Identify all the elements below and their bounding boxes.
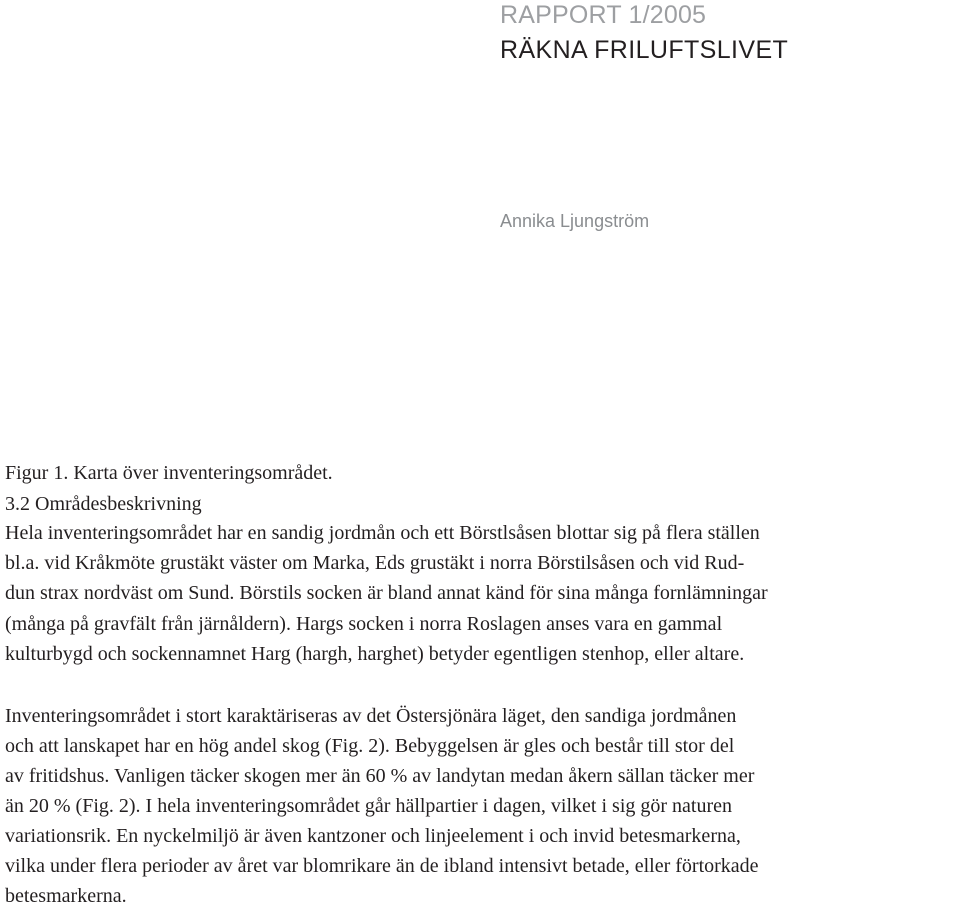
text-line: bl.a. vid Kråkmöte grustäkt väster om Marka, Eds grustäkt i norra Börstilsåsen och vid Rud-: [5, 552, 745, 574]
figure-caption: Figur 1. Karta över inventeringsområdet.: [5, 462, 333, 484]
text-line: än 20 % (Fig. 2). I hela inventeringsområdet går hällpartier i dagen, vilket i sig gör naturen: [5, 795, 733, 817]
text-line: Hela inventeringsområdet har en sandig jordmån och ett Börstlsåsen blottar sig på flera ställen: [5, 522, 760, 544]
report-title: RÄKNA FRILUFTSLIVET: [500, 36, 789, 64]
section-heading: 3.2 Områdesbeskrivning: [5, 493, 202, 515]
text-line: betesmarkerna.: [5, 885, 127, 907]
text-line: och att lanskapet har en hög andel skog (Fig. 2). Bebyggelsen är gles och består till stor del: [5, 735, 735, 757]
text-line: (många på gravfält från järnåldern). Hargs socken i norra Roslagen anses vara en gammal: [5, 613, 723, 635]
text-line: Inventeringsområdet i stort karaktäriseras av det Östersjönära läget, den sandiga jordmånen: [5, 705, 737, 727]
text-line: dun strax nordväst om Sund. Börstils socken är bland annat känd för sina många fornlämningar: [5, 582, 768, 604]
report-series: RAPPORT 1/2005: [500, 1, 707, 29]
text-line: kulturbygd och sockennamnet Harg (hargh, harghet) betyder egentligen stenhop, eller altare.: [5, 643, 745, 665]
author-name: Annika Ljungström: [500, 211, 650, 231]
text-line: av fritidshus. Vanligen täcker skogen mer än 60 % av landytan medan åkern sällan täcker mer: [5, 765, 755, 787]
text-line: variationsrik. En nyckelmiljö är även kantzoner och linjeelement i och invid betesmarkerna,: [5, 825, 741, 847]
text-line: vilka under flera perioder av året var blomrikare än de ibland intensivt betade, eller förtorkade: [5, 855, 759, 877]
